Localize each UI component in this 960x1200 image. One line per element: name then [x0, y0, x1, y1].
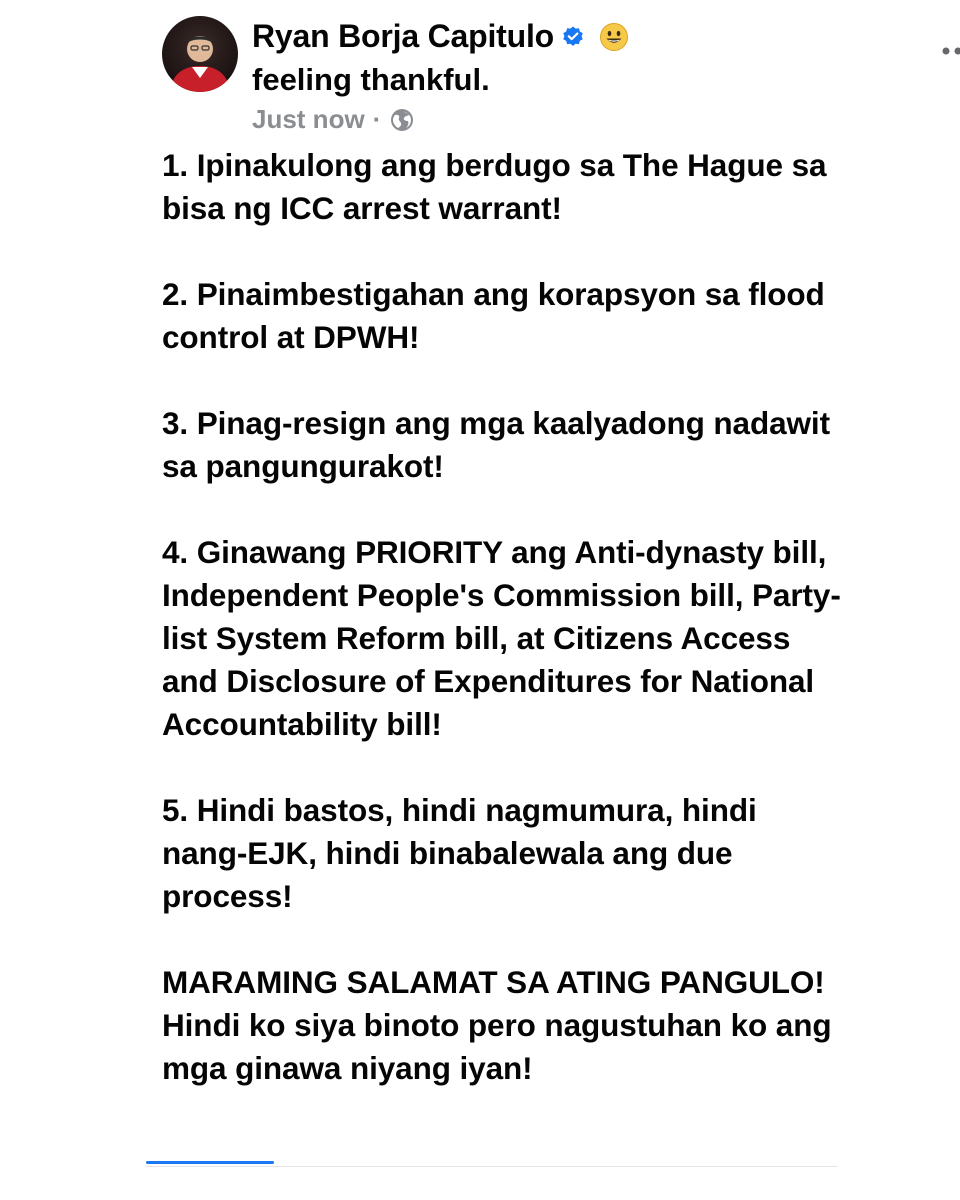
post-text: [162, 144, 842, 1090]
meta-separator: ·: [372, 104, 382, 134]
post-paragraph-4: 4. Ginawang PRIORITY ang Anti-dynasty bill, Independent People's Commission bill, Party-list System Reform bill, at Citizens Access and Disclosure of Expenditures for National Accountability bill!: [162, 534, 841, 742]
post-paragraph-3: 3. Pinag-resign ang mga kaalyadong nadawit sa pangungurakot!: [162, 405, 830, 484]
author-line: [252, 18, 629, 55]
avatar[interactable]: [162, 16, 238, 92]
post-meta: [252, 104, 415, 135]
post-paragraph-5: 5. Hindi bastos, hindi nagmumura, hindi nang-EJK, hindi binabalewala ang due process!: [162, 792, 757, 914]
post-timestamp[interactable]: Just now: [252, 104, 365, 134]
post-paragraph-closing: MARAMING SALAMAT SA ATING PANGULO! Hindi ko siya binoto pero nagustuhan ko ang mga ginawa niyang iyan!: [162, 964, 832, 1086]
smiley-face-icon: [599, 22, 629, 52]
more-options-button[interactable]: [938, 36, 960, 66]
person-avatar-icon: [162, 16, 238, 92]
post-header: [162, 16, 822, 136]
post-paragraph-2: 2. Pinaimbestigahan ang korapsyon sa flood control at DPWH!: [162, 276, 825, 355]
author-name[interactable]: Ryan Borja Capitulo: [252, 18, 555, 54]
verified-badge-icon: [561, 25, 585, 49]
post-paragraph-1: 1. Ipinakulong ang berdugo sa The Hague sa bisa ng ICC arrest warrant!: [162, 147, 827, 226]
feeling-status: feeling thankful.: [252, 62, 490, 97]
post-divider: [146, 1166, 838, 1167]
text-underline: [146, 1161, 274, 1164]
more-options-icon: [941, 46, 960, 56]
globe-icon[interactable]: [389, 107, 415, 133]
